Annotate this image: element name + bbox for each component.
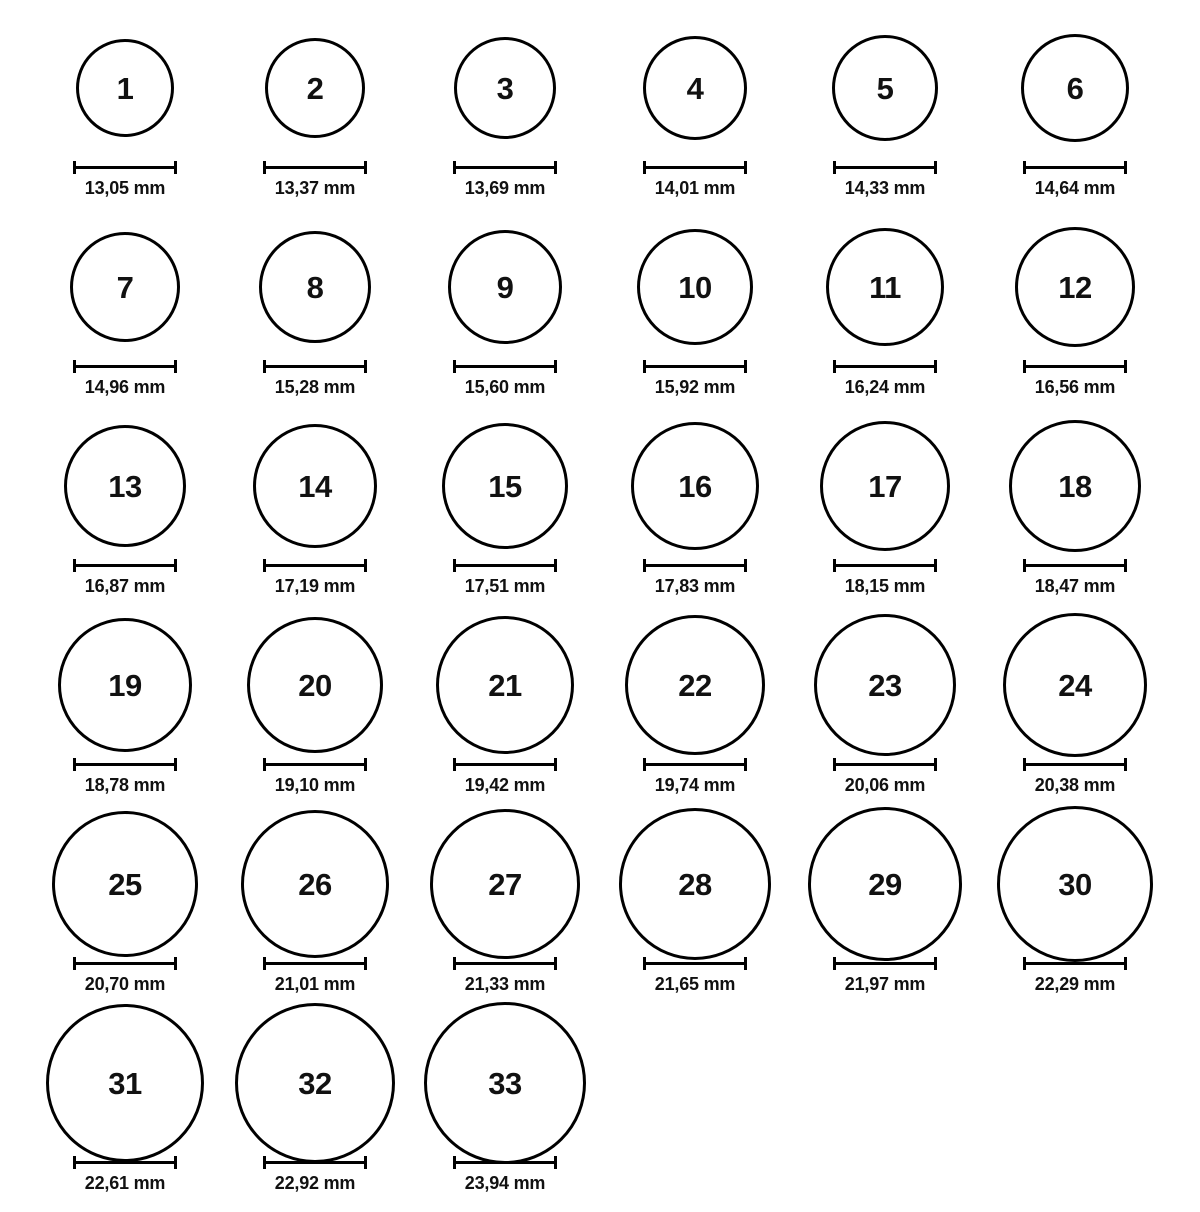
diameter-label: 21,65 mm xyxy=(654,974,736,994)
ring-circle-wrap xyxy=(637,217,753,357)
ring-circle xyxy=(430,809,580,959)
ring-size-cell xyxy=(410,1013,600,1212)
ring-circle-wrap xyxy=(448,217,562,357)
diameter-label: 21,33 mm xyxy=(464,974,546,994)
diameter-label: 16,87 mm xyxy=(84,576,166,596)
diameter-measure-bar xyxy=(833,956,937,969)
ring-size-number: 4 xyxy=(686,70,704,106)
ring-size-cell xyxy=(30,1013,220,1212)
ring-size-cell xyxy=(220,615,410,814)
diameter-label: 20,70 mm xyxy=(84,974,166,994)
ring-circle-wrap xyxy=(814,615,956,755)
ring-circle-wrap xyxy=(424,1013,586,1153)
measure-cap-right-icon xyxy=(364,360,367,373)
measure-cap-right-icon xyxy=(744,161,747,174)
measure-cap-right-icon xyxy=(744,559,747,572)
diameter-label: 17,83 mm xyxy=(654,576,736,596)
measure-cap-left-icon xyxy=(453,559,456,572)
diameter-measure-bar xyxy=(1023,558,1127,571)
ring-size-cell xyxy=(600,416,790,615)
measure-cap-left-icon xyxy=(73,161,76,174)
diameter-measure-bar xyxy=(453,757,557,770)
diameter-label: 13,69 mm xyxy=(464,178,546,198)
measure-cap-left-icon xyxy=(643,957,646,970)
ring-circle xyxy=(1009,420,1141,552)
ring-circle-wrap xyxy=(619,814,771,954)
measure-cap-right-icon xyxy=(554,957,557,970)
diameter-measure-bar xyxy=(263,359,367,372)
ring-size-cell xyxy=(600,814,790,1013)
measure-cap-left-icon xyxy=(833,758,836,771)
ring-circle-wrap xyxy=(76,18,174,158)
measure-cap-right-icon xyxy=(174,758,177,771)
measure-cap-right-icon xyxy=(174,1156,177,1169)
ring-circle-wrap xyxy=(1009,416,1141,556)
measure-cap-left-icon xyxy=(73,360,76,373)
ring-size-number: 22 xyxy=(678,667,712,703)
ring-size-number: 8 xyxy=(306,269,324,305)
ring-circle xyxy=(52,811,198,957)
measure-cap-left-icon xyxy=(1023,559,1026,572)
ring-circle xyxy=(826,228,944,346)
ring-size-cell xyxy=(220,416,410,615)
diameter-label: 19,42 mm xyxy=(464,775,546,795)
ring-size-cell xyxy=(980,814,1170,1013)
ring-circle-wrap xyxy=(46,1013,204,1153)
measure-cap-left-icon xyxy=(643,360,646,373)
measure-cap-right-icon xyxy=(364,559,367,572)
ring-circle xyxy=(643,36,747,140)
ring-circle xyxy=(448,230,562,344)
ring-circle-wrap xyxy=(253,416,377,556)
measure-cap-right-icon xyxy=(174,957,177,970)
ring-circle xyxy=(625,615,765,755)
diameter-measure-bar xyxy=(1023,160,1127,173)
diameter-label: 13,37 mm xyxy=(274,178,356,198)
ring-size-cell xyxy=(30,18,220,217)
measure-cap-right-icon xyxy=(174,360,177,373)
diameter-measure-bar xyxy=(453,359,557,372)
ring-circle-wrap xyxy=(1003,615,1147,755)
measure-cap-left-icon xyxy=(453,161,456,174)
ring-circle xyxy=(820,421,950,551)
ring-circle xyxy=(265,38,365,138)
measure-cap-left-icon xyxy=(73,1156,76,1169)
measure-cap-left-icon xyxy=(1023,360,1026,373)
ring-size-cell xyxy=(980,416,1170,615)
diameter-measure-bar xyxy=(73,757,177,770)
ring-size-cell xyxy=(30,217,220,416)
diameter-label: 17,51 mm xyxy=(464,576,546,596)
ring-circle xyxy=(1003,613,1147,757)
ring-circle xyxy=(814,614,956,756)
measure-cap-right-icon xyxy=(1124,559,1127,572)
measure-cap-right-icon xyxy=(934,559,937,572)
diameter-measure-bar xyxy=(263,1155,367,1168)
ring-size-number: 21 xyxy=(488,667,522,703)
ring-size-cell xyxy=(790,18,980,217)
ring-circle-wrap xyxy=(265,18,365,158)
ring-size-number: 7 xyxy=(116,269,134,305)
ring-size-number: 31 xyxy=(108,1065,142,1101)
diameter-measure-bar xyxy=(643,956,747,969)
ring-circle xyxy=(997,806,1153,962)
measure-cap-right-icon xyxy=(744,758,747,771)
ring-size-number: 24 xyxy=(1058,667,1092,703)
measure-cap-left-icon xyxy=(833,559,836,572)
ring-circle xyxy=(241,810,389,958)
diameter-label: 15,92 mm xyxy=(654,377,736,397)
ring-circle-wrap xyxy=(442,416,568,556)
ring-circle-wrap xyxy=(259,217,371,357)
ring-circle-wrap xyxy=(58,615,192,755)
ring-circle-wrap xyxy=(997,814,1153,954)
measure-cap-right-icon xyxy=(364,161,367,174)
measure-cap-right-icon xyxy=(554,1156,557,1169)
diameter-measure-bar xyxy=(73,1155,177,1168)
ring-size-cell xyxy=(30,416,220,615)
diameter-measure-bar xyxy=(643,558,747,571)
ring-size-cell xyxy=(980,615,1170,814)
ring-size-cell xyxy=(220,814,410,1013)
diameter-label: 22,92 mm xyxy=(274,1173,356,1193)
measure-cap-left-icon xyxy=(643,161,646,174)
ring-size-number: 6 xyxy=(1066,70,1084,106)
diameter-measure-bar xyxy=(263,558,367,571)
measure-cap-right-icon xyxy=(174,161,177,174)
ring-size-number: 13 xyxy=(108,468,142,504)
ring-circle xyxy=(64,425,186,547)
diameter-measure-bar xyxy=(833,160,937,173)
ring-size-number: 9 xyxy=(496,269,514,305)
ring-size-cell xyxy=(220,217,410,416)
diameter-measure-bar xyxy=(73,160,177,173)
ring-size-cell xyxy=(410,615,600,814)
measure-cap-left-icon xyxy=(1023,758,1026,771)
ring-size-number: 32 xyxy=(298,1065,332,1101)
diameter-measure-bar xyxy=(833,359,937,372)
diameter-measure-bar xyxy=(453,956,557,969)
ring-circle-wrap xyxy=(1021,18,1129,158)
measure-cap-right-icon xyxy=(744,957,747,970)
ring-size-number: 28 xyxy=(678,866,712,902)
diameter-label: 14,96 mm xyxy=(84,377,166,397)
diameter-label: 15,28 mm xyxy=(274,377,356,397)
measure-cap-right-icon xyxy=(364,758,367,771)
ring-circle xyxy=(1015,227,1135,347)
diameter-label: 14,64 mm xyxy=(1034,178,1116,198)
ring-size-cell xyxy=(980,18,1170,217)
ring-circle-wrap xyxy=(808,814,962,954)
measure-cap-left-icon xyxy=(263,161,266,174)
ring-size-number: 12 xyxy=(1058,269,1092,305)
diameter-label: 21,01 mm xyxy=(274,974,356,994)
measure-cap-right-icon xyxy=(364,1156,367,1169)
measure-cap-right-icon xyxy=(934,161,937,174)
diameter-measure-bar xyxy=(263,160,367,173)
ring-size-number: 11 xyxy=(869,269,901,305)
measure-cap-right-icon xyxy=(364,957,367,970)
ring-circle xyxy=(70,232,180,342)
measure-cap-left-icon xyxy=(73,957,76,970)
diameter-measure-bar xyxy=(833,757,937,770)
ring-circle xyxy=(235,1003,395,1163)
diameter-label: 16,56 mm xyxy=(1034,377,1116,397)
ring-circle-wrap xyxy=(832,18,938,158)
ring-circle xyxy=(253,424,377,548)
measure-cap-right-icon xyxy=(1124,161,1127,174)
ring-size-number: 16 xyxy=(678,468,712,504)
measure-cap-left-icon xyxy=(643,559,646,572)
ring-size-number: 15 xyxy=(488,468,522,504)
ring-circle-wrap xyxy=(454,18,556,158)
ring-size-cell xyxy=(600,615,790,814)
ring-circle xyxy=(46,1004,204,1162)
measure-cap-right-icon xyxy=(174,559,177,572)
diameter-measure-bar xyxy=(263,956,367,969)
diameter-measure-bar xyxy=(73,558,177,571)
measure-cap-left-icon xyxy=(453,1156,456,1169)
ring-circle xyxy=(1021,34,1129,142)
measure-cap-left-icon xyxy=(263,360,266,373)
ring-size-cell xyxy=(30,814,220,1013)
measure-cap-right-icon xyxy=(1124,360,1127,373)
diameter-label: 22,29 mm xyxy=(1034,974,1116,994)
ring-circle xyxy=(76,39,174,137)
diameter-label: 23,94 mm xyxy=(464,1173,546,1193)
diameter-label: 15,60 mm xyxy=(464,377,546,397)
diameter-measure-bar xyxy=(453,160,557,173)
ring-size-cell xyxy=(790,814,980,1013)
ring-size-number: 5 xyxy=(876,70,894,106)
measure-cap-left-icon xyxy=(263,1156,266,1169)
ring-size-cell xyxy=(410,814,600,1013)
ring-size-number: 18 xyxy=(1058,468,1092,504)
ring-circle-wrap xyxy=(436,615,574,755)
ring-circle-wrap xyxy=(70,217,180,357)
measure-cap-left-icon xyxy=(73,559,76,572)
measure-cap-left-icon xyxy=(833,957,836,970)
measure-cap-right-icon xyxy=(1124,957,1127,970)
ring-circle-wrap xyxy=(826,217,944,357)
measure-cap-right-icon xyxy=(934,758,937,771)
ring-size-cell xyxy=(220,1013,410,1212)
ring-circle xyxy=(247,617,383,753)
diameter-label: 14,33 mm xyxy=(844,178,926,198)
ring-size-cell xyxy=(410,217,600,416)
ring-size-number: 3 xyxy=(496,70,514,106)
measure-cap-left-icon xyxy=(833,161,836,174)
ring-size-number: 10 xyxy=(678,269,712,305)
measure-cap-right-icon xyxy=(554,360,557,373)
ring-circle xyxy=(436,616,574,754)
ring-size-cell xyxy=(220,18,410,217)
ring-size-cell xyxy=(600,18,790,217)
ring-size-number: 2 xyxy=(306,70,324,106)
ring-circle xyxy=(58,618,192,752)
diameter-measure-bar xyxy=(453,1155,557,1168)
measure-cap-left-icon xyxy=(1023,957,1026,970)
measure-cap-left-icon xyxy=(453,360,456,373)
ring-size-number: 33 xyxy=(488,1065,522,1101)
measure-cap-left-icon xyxy=(263,758,266,771)
diameter-label: 18,47 mm xyxy=(1034,576,1116,596)
diameter-label: 20,38 mm xyxy=(1034,775,1116,795)
ring-circle xyxy=(619,808,771,960)
ring-circle xyxy=(454,37,556,139)
ring-size-number: 23 xyxy=(868,667,902,703)
ring-size-number: 19 xyxy=(108,667,142,703)
ring-size-cell xyxy=(790,416,980,615)
measure-cap-right-icon xyxy=(934,957,937,970)
ring-size-number: 26 xyxy=(298,866,332,902)
diameter-measure-bar xyxy=(453,558,557,571)
ring-size-number: 25 xyxy=(108,866,142,902)
ring-circle-wrap xyxy=(1015,217,1135,357)
ring-circle-wrap xyxy=(643,18,747,158)
measure-cap-right-icon xyxy=(554,758,557,771)
ring-size-cell xyxy=(980,217,1170,416)
diameter-measure-bar xyxy=(1023,359,1127,372)
diameter-label: 20,06 mm xyxy=(844,775,926,795)
measure-cap-left-icon xyxy=(73,758,76,771)
measure-cap-right-icon xyxy=(934,360,937,373)
diameter-label: 19,74 mm xyxy=(654,775,736,795)
ring-circle-wrap xyxy=(64,416,186,556)
measure-cap-left-icon xyxy=(833,360,836,373)
ring-size-grid xyxy=(30,18,1170,1212)
diameter-label: 21,97 mm xyxy=(844,974,926,994)
ring-size-cell xyxy=(410,416,600,615)
ring-circle xyxy=(637,229,753,345)
ring-circle xyxy=(442,423,568,549)
ring-size-number: 14 xyxy=(298,468,332,504)
diameter-label: 18,78 mm xyxy=(84,775,166,795)
ring-size-number: 1 xyxy=(116,70,134,106)
diameter-label: 14,01 mm xyxy=(654,178,736,198)
ring-circle-wrap xyxy=(241,814,389,954)
ring-circle-wrap xyxy=(235,1013,395,1153)
measure-cap-right-icon xyxy=(554,161,557,174)
ring-size-number: 29 xyxy=(868,866,902,902)
ring-circle xyxy=(808,807,962,961)
diameter-measure-bar xyxy=(1023,956,1127,969)
measure-cap-left-icon xyxy=(263,559,266,572)
measure-cap-left-icon xyxy=(1023,161,1026,174)
ring-size-number: 30 xyxy=(1058,866,1092,902)
ring-size-cell xyxy=(30,615,220,814)
ring-circle-wrap xyxy=(430,814,580,954)
diameter-label: 19,10 mm xyxy=(274,775,356,795)
ring-circle-wrap xyxy=(820,416,950,556)
measure-cap-right-icon xyxy=(1124,758,1127,771)
diameter-measure-bar xyxy=(73,956,177,969)
diameter-measure-bar xyxy=(263,757,367,770)
ring-circle-wrap xyxy=(52,814,198,954)
ring-circle-wrap xyxy=(631,416,759,556)
measure-cap-left-icon xyxy=(643,758,646,771)
measure-cap-left-icon xyxy=(263,957,266,970)
measure-cap-right-icon xyxy=(744,360,747,373)
ring-size-cell xyxy=(600,217,790,416)
diameter-measure-bar xyxy=(643,757,747,770)
ring-circle xyxy=(631,422,759,550)
diameter-measure-bar xyxy=(643,359,747,372)
diameter-measure-bar xyxy=(643,160,747,173)
measure-cap-left-icon xyxy=(453,758,456,771)
diameter-label: 22,61 mm xyxy=(84,1173,166,1193)
diameter-label: 13,05 mm xyxy=(84,178,166,198)
diameter-measure-bar xyxy=(833,558,937,571)
measure-cap-left-icon xyxy=(453,957,456,970)
diameter-label: 18,15 mm xyxy=(844,576,926,596)
ring-circle xyxy=(424,1002,586,1164)
ring-circle-wrap xyxy=(247,615,383,755)
ring-circle xyxy=(259,231,371,343)
ring-circle xyxy=(832,35,938,141)
ring-size-number: 27 xyxy=(488,866,522,902)
diameter-measure-bar xyxy=(73,359,177,372)
ring-size-cell xyxy=(790,615,980,814)
measure-cap-right-icon xyxy=(554,559,557,572)
ring-circle-wrap xyxy=(625,615,765,755)
ring-size-number: 17 xyxy=(868,468,902,504)
diameter-label: 16,24 mm xyxy=(844,377,926,397)
ring-size-cell xyxy=(410,18,600,217)
diameter-measure-bar xyxy=(1023,757,1127,770)
ring-size-number: 20 xyxy=(298,667,332,703)
diameter-label: 17,19 mm xyxy=(274,576,356,596)
ring-size-cell xyxy=(790,217,980,416)
